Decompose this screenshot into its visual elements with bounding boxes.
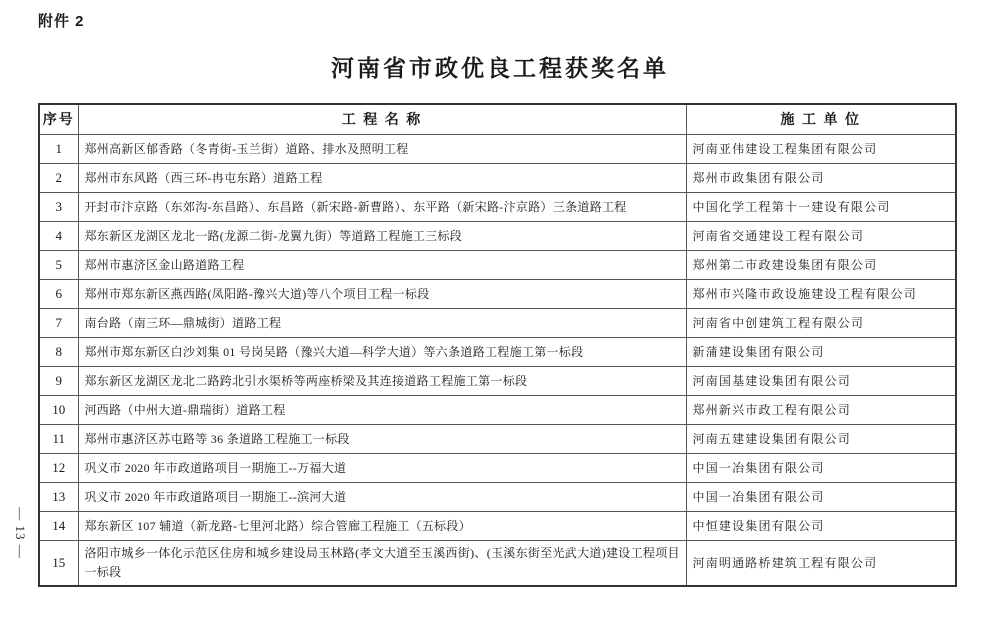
company-name: 中国一冶集团有限公司 [686,482,956,511]
project-name: 郑州市惠济区苏屯路等 36 条道路工程施工一标段 [78,424,686,453]
table-row [39,511,956,540]
project-name: 开封市汴京路（东郊沟-东昌路）、东昌路（新宋路-新曹路）、东平路（新宋路-汴京路）三条道路工程 [78,192,686,221]
project-name: 郑东新区龙湖区龙北一路(龙源二街-龙翼九街）等道路工程施工三标段 [78,221,686,250]
row-number: 6 [39,279,78,308]
company-name: 郑州市兴隆市政设施建设工程有限公司 [686,279,956,308]
project-name: 南台路（南三环—鼎城街）道路工程 [78,308,686,337]
table-row [39,279,956,308]
table-row [39,221,956,250]
row-number: 10 [39,395,78,424]
table-row [39,540,956,586]
table-row [39,366,956,395]
project-name: 郑州高新区郁香路（冬青街-玉兰街）道路、排水及照明工程 [78,134,686,163]
company-name: 郑州第二市政建设集团有限公司 [686,250,956,279]
table-row [39,308,956,337]
row-number: 13 [39,482,78,511]
row-number: 7 [39,308,78,337]
project-name: 郑州市惠济区金山路道路工程 [78,250,686,279]
project-name: 巩义市 2020 年市政道路项目一期施工--万福大道 [78,453,686,482]
header-project-name: 工 程 名 称 [78,104,686,134]
project-name: 巩义市 2020 年市政道路项目一期施工--滨河大道 [78,482,686,511]
company-name: 郑州市政集团有限公司 [686,163,956,192]
company-name: 中国化学工程第十一建设有限公司 [686,192,956,221]
page-title: 河南省市政优良工程获奖名单 [331,55,669,81]
company-name: 中国一冶集团有限公司 [686,453,956,482]
row-number: 12 [39,453,78,482]
row-number: 11 [39,424,78,453]
project-name: 郑州市郑东新区白沙刘集 01 号岗吴路（豫兴大道—科学大道）等六条道路工程施工第一标段 [78,337,686,366]
row-number: 8 [39,337,78,366]
table-row [39,192,956,221]
company-name: 河南省中创建筑工程有限公司 [686,308,956,337]
project-name: 郑州市东风路（西三环-冉屯东路）道路工程 [78,163,686,192]
row-number: 1 [39,134,78,163]
project-name: 郑东新区龙湖区龙北二路跨北引水渠桥等两座桥梁及其连接道路工程施工第一标段 [78,366,686,395]
company-name: 河南五建建设集团有限公司 [686,424,956,453]
table-header-row [39,104,956,134]
company-name: 河南亚伟建设工程集团有限公司 [686,134,956,163]
company-name: 郑州新兴市政工程有限公司 [686,395,956,424]
row-number: 5 [39,250,78,279]
row-number: 14 [39,511,78,540]
company-name: 河南国基建设集团有限公司 [686,366,956,395]
table-row [39,163,956,192]
table-row [39,453,956,482]
row-number: 15 [39,540,78,586]
table-row [39,134,956,163]
table-row [39,250,956,279]
row-number: 4 [39,221,78,250]
project-name: 郑东新区 107 辅道（新龙路-七里河北路）综合管廊工程施工（五标段） [78,511,686,540]
project-name: 河西路（中州大道-鼎瑞街）道路工程 [78,395,686,424]
table-body [39,134,956,586]
company-name: 新蒲建设集团有限公司 [686,337,956,366]
attachment-label: 附件 2 [38,13,85,30]
company-name: 河南省交通建设工程有限公司 [686,221,956,250]
row-number: 2 [39,163,78,192]
row-number: 3 [39,192,78,221]
header-construction-unit: 施 工 单 位 [686,104,956,134]
table-row [39,482,956,511]
row-number: 9 [39,366,78,395]
table-row [39,424,956,453]
project-name: 洛阳市城乡一体化示范区住房和城乡建设局玉林路(孝文大道至玉溪西街)、(玉溪东街至光武大道)建设工程项目一标段 [78,540,686,586]
company-name: 河南明通路桥建筑工程有限公司 [686,540,956,586]
page-number: — 13 — [13,507,28,559]
project-name: 郑州市郑东新区燕西路(凤阳路-豫兴大道)等八个项目工程一标段 [78,279,686,308]
awards-table [38,103,957,587]
table-row [39,337,956,366]
header-serial-number: 序号 [39,104,78,134]
company-name: 中恒建设集团有限公司 [686,511,956,540]
table-row [39,395,956,424]
